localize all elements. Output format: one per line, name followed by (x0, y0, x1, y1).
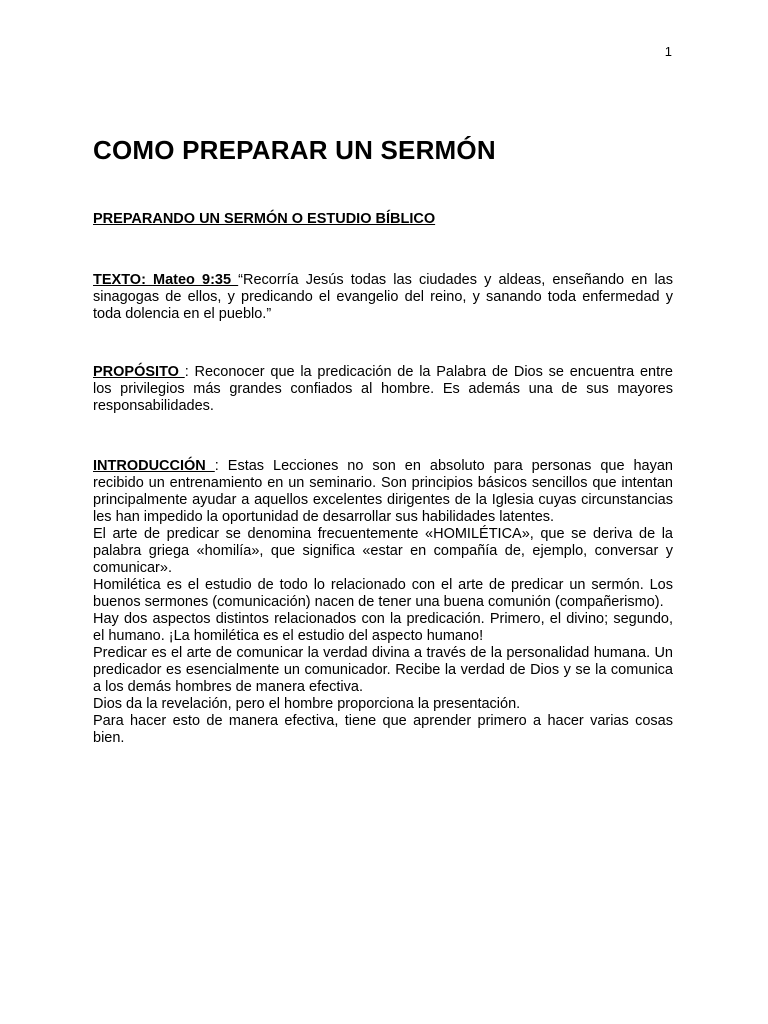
texto-body: “Recorría Jesús todas las ciudades y aldeas, enseñando en las sinagogas de ellos, y predicando el evangelio del reino, y sanando toda enfermedad y toda dolencia en el pueblo.” (93, 272, 673, 322)
proposito-body: : Reconocer que la predicación de la Palabra de Dios se encuentra entre los privilegios más grandes confiados al hombre. Es además una de sus mayores responsabilidades. (93, 364, 673, 414)
proposito-section (93, 364, 673, 415)
introduccion-paragraph: El arte de predicar se denomina frecuentemente «HOMILÉTICA», que se deriva de la palabra griega «homilía», que significa «estar en compañía de, ejemplo, conversar y comunicar». (93, 526, 673, 576)
texto-section (93, 272, 673, 323)
introduccion-paragraph: Hay dos aspectos distintos relacionados con la predicación. Primero, el divino; segundo, el humano. ¡La homilética es el estudio del aspecto humano! (93, 611, 673, 644)
introduccion-paragraph: Predicar es el arte de comunicar la verdad divina a través de la personalidad humana. Un predicador es esencialmente un comunicador. Recibe la verdad de Dios y se la comunica a los demás hombres de manera efectiva. (93, 645, 673, 695)
introduccion-paragraph: Para hacer esto de manera efectiva, tiene que aprender primero a hacer varias cosas bien. (93, 713, 673, 746)
document-title: COMO PREPARAR UN SERMÓN (93, 135, 496, 165)
introduccion-label: INTRODUCCIÓN (93, 458, 215, 474)
introduccion-paragraph: Homilética es el estudio de todo lo relacionado con el arte de predicar un sermón. Los buenos sermones (comunicación) nacen de tener una buena comunión (compañerismo). (93, 577, 673, 610)
introduccion-lead-paragraph (93, 458, 673, 526)
introduccion-section (93, 458, 673, 747)
document-subtitle: PREPARANDO UN SERMÓN O ESTUDIO BÍBLICO (93, 211, 436, 227)
texto-label: TEXTO: Mateo 9:35 (93, 272, 239, 288)
page-number: 1 (664, 44, 672, 59)
introduccion-paragraph: Dios da la revelación, pero el hombre proporciona la presentación. (93, 696, 521, 712)
introduccion-body: : Estas Lecciones no son en absoluto para personas que hayan recibido un entrenamiento en un seminario. Son principios básicos sencillos que intentan principalmente ayudar a aquellos excelentes dirigentes de la Iglesia cuyas circunstancias les han impedido la oportunidad de desarrollar sus habilidades latentes. (93, 458, 673, 525)
proposito-label: PROPÓSITO (93, 364, 185, 380)
